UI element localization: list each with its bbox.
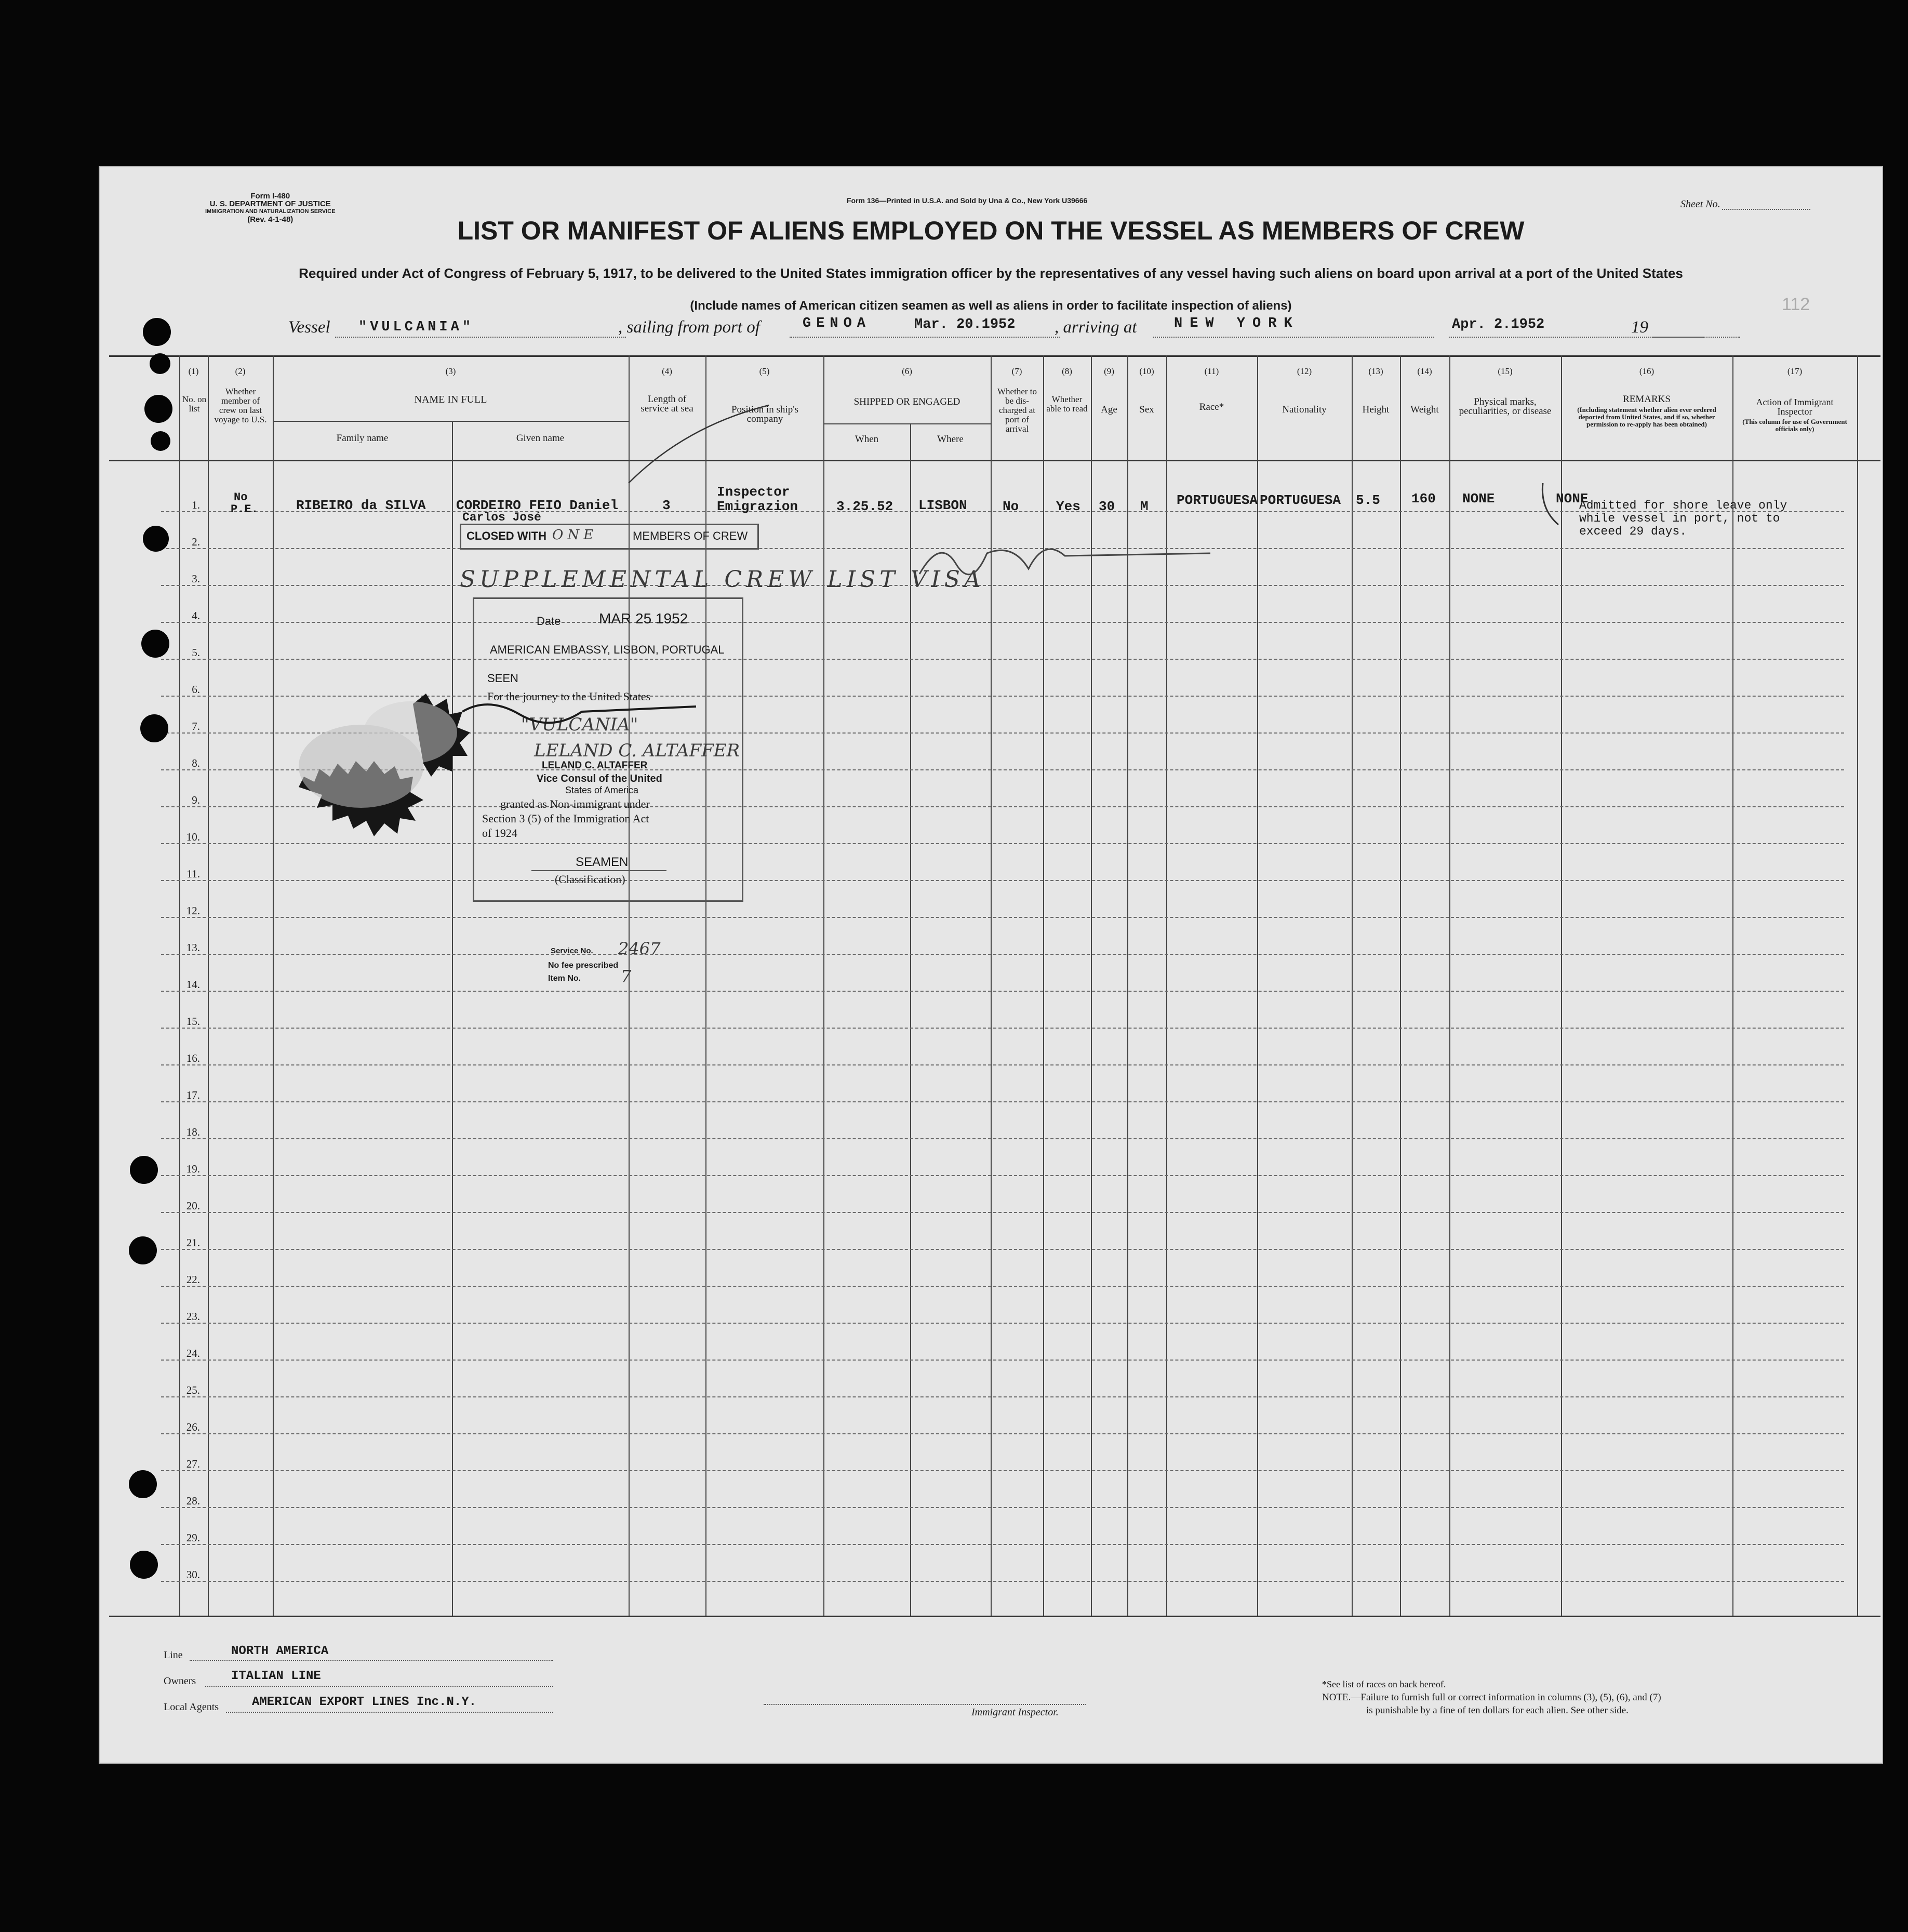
col10-label: Sex: [1139, 404, 1154, 415]
row-rule: [161, 1175, 1844, 1176]
entry-nationality: PORTUGUESA: [1260, 492, 1341, 508]
consul-name: LELAND C. ALTAFFER: [542, 760, 648, 771]
binder-hole: [130, 1551, 158, 1579]
service-no-label: Service No.: [551, 947, 593, 955]
row-number: 2.: [192, 536, 200, 548]
department: U. S. DEPARTMENT OF JUSTICE: [209, 199, 331, 208]
col6-when-label: When: [855, 434, 879, 445]
col6-where-label: Where: [937, 434, 964, 445]
fee-label: No fee prescribed: [548, 961, 619, 970]
inspector-label: Immigrant Inspector.: [971, 1707, 1059, 1718]
visa-date-label: Date: [537, 615, 561, 628]
sheet-no-label: Sheet No.: [1680, 198, 1720, 210]
binder-hole: [143, 318, 171, 346]
visa-section: Section 3 (5) of the Immigration Act: [482, 812, 649, 825]
visa-classification-label: (Classification): [555, 873, 625, 886]
row-rule: [161, 1507, 1844, 1508]
remarks-bracket-mark: [1538, 478, 1569, 540]
entry-last-voyage-note: P.E.: [231, 503, 258, 516]
col3-num: (3): [445, 366, 456, 376]
binder-hole: [140, 714, 168, 742]
col7-label: Whether to be dis-charged at port of arrival: [997, 387, 1037, 434]
row-number: 6.: [192, 683, 200, 696]
row-number: 23.: [186, 1310, 200, 1323]
line-value: NORTH AMERICA: [231, 1644, 329, 1658]
entry-where: LISBON: [918, 498, 967, 513]
entry-position: Inspector: [717, 484, 790, 500]
col8-num: (8): [1062, 366, 1072, 376]
col2-num: (2): [235, 366, 246, 376]
row-rule: [161, 1323, 1844, 1324]
page-mark: 112: [1782, 295, 1810, 314]
row-rule: [161, 1396, 1844, 1397]
row-number: 28.: [186, 1495, 200, 1507]
row-rule: [161, 1138, 1844, 1139]
fine-note-1: NOTE.—Failure to furnish full or correct information in columns (3), (5), (6), and (7): [1322, 1692, 1661, 1703]
row-number: 14.: [186, 978, 200, 991]
entry-remarks: NONE: [1556, 491, 1589, 507]
row-number: 30.: [186, 1568, 200, 1581]
entry-position-2: Emigrazion: [717, 499, 798, 514]
binder-hole: [129, 1236, 157, 1264]
row-number: 26.: [186, 1421, 200, 1433]
col3-label: NAME IN FULL: [414, 394, 487, 405]
col10-num: (10): [1139, 366, 1154, 376]
col3-family-label: Family name: [336, 433, 389, 444]
sail-date: Mar. 20.1952: [914, 317, 1016, 332]
agents-value: AMERICAN EXPORT LINES Inc.N.Y.: [252, 1695, 477, 1709]
row-rule: [161, 659, 1844, 660]
row-number: 22.: [186, 1273, 200, 1286]
row-number: 9.: [192, 794, 200, 806]
col5-label: Position in ship's company: [731, 404, 799, 424]
col1-num: (1): [188, 366, 199, 376]
row-rule: [161, 880, 1844, 881]
year-prefix: 19: [1631, 318, 1648, 337]
col15-label: Physical marks, peculiarities, or disease: [1459, 396, 1552, 417]
entry-family-name: RIBEIRO da SILVA: [296, 498, 426, 513]
col16-note: (Including statement whether alien ever ordered deported from United States, and if so, whether permission to re-apply has been obtained): [1577, 406, 1716, 428]
vessel-label: Vessel: [288, 318, 330, 337]
revision: (Rev. 4-1-48): [247, 215, 293, 224]
closed-with-stamp: [460, 524, 759, 550]
visa-stamp: [473, 597, 743, 902]
service-no: 2467: [618, 939, 661, 958]
row-rule: [161, 1433, 1844, 1434]
entry-marks: NONE: [1462, 491, 1495, 507]
arriving-label: , arriving at: [1055, 318, 1137, 337]
row-rule: [161, 1028, 1844, 1029]
printer-line: Form 136—Printed in U.S.A. and Sold by Una & Co., New York U39666: [847, 196, 1088, 205]
visa-date: MAR 25 1952: [599, 610, 688, 627]
row-number: 25.: [186, 1384, 200, 1396]
entry-discharged: No: [1003, 499, 1019, 514]
row-number: 11.: [186, 868, 200, 880]
row-number: 13.: [186, 941, 200, 954]
visa-granted: granted as Non-immigrant under: [500, 797, 650, 810]
col9-num: (9): [1104, 366, 1114, 376]
binder-hole: [144, 395, 172, 423]
row-number: 29.: [186, 1531, 200, 1544]
item-no-label: Item No.: [548, 974, 581, 983]
col1-label: No. on list: [182, 394, 207, 414]
row-number: 12.: [186, 904, 200, 917]
col14-label: Weight: [1410, 404, 1439, 415]
closed-prefix: CLOSED WITH: [466, 529, 546, 542]
pen-stroke: [623, 395, 779, 488]
closed-suffix: MEMBERS OF CREW: [633, 529, 748, 542]
remarks-stamp-1: Admitted for shore leave only: [1579, 499, 1787, 512]
row-number: 18.: [186, 1126, 200, 1138]
row-rule: [161, 1360, 1844, 1361]
col17-note: (This column for use of Government officials only): [1742, 418, 1847, 433]
entry-service: 3: [662, 498, 671, 513]
entry-given-name: CORDEIRO FEIO Daniel: [456, 498, 619, 513]
entry-weight: 160: [1411, 491, 1436, 507]
col11-label: Race*: [1199, 402, 1224, 412]
manifest-sheet: [99, 166, 1883, 1764]
supplemental-handwriting: SUPPLEMENTAL CREW LIST VISA: [460, 566, 985, 593]
fine-note-2: is punishable by a fine of ten dollars for each alien. See other side.: [1366, 1705, 1629, 1716]
owners-value: ITALIAN LINE: [231, 1669, 321, 1683]
row-number: 5.: [192, 646, 200, 659]
races-note: *See list of races on back hereof.: [1322, 1679, 1446, 1689]
binder-hole: [151, 431, 170, 451]
service-name: IMMIGRATION AND NATURALIZATION SERVICE: [205, 208, 336, 215]
col2-label: Whether member of crew on last voyage to U.S.: [214, 387, 267, 424]
col12-num: (12): [1297, 366, 1312, 376]
row-rule: [161, 1101, 1844, 1102]
form-number: Form I-480: [250, 192, 290, 201]
binder-hole: [130, 1156, 158, 1184]
col8-label: Whether able to read: [1046, 394, 1088, 414]
agents-label: Local Agents: [164, 1701, 219, 1713]
consul-title-2: States of America: [565, 785, 639, 795]
entry-when: 3.25.52: [836, 499, 893, 514]
binder-hole: [143, 526, 169, 552]
entry-given-name-2: Carlos José: [462, 511, 541, 524]
embassy-seal: [283, 688, 501, 844]
row-rule: [161, 1249, 1844, 1250]
row-rule: [161, 991, 1844, 992]
row-rule: [161, 917, 1844, 918]
col16-num: (16): [1639, 366, 1655, 376]
col11-num: (11): [1204, 366, 1219, 376]
remarks-stamp-2: while vessel in port, not to: [1579, 512, 1780, 525]
remarks-stamp-3: exceed 29 days.: [1579, 525, 1687, 538]
row-number: 10.: [186, 831, 200, 843]
arrival-port: NEW YORK: [1174, 316, 1300, 331]
entry-sex: M: [1140, 499, 1149, 514]
row-number: 7.: [192, 720, 200, 732]
col5-num: (5): [759, 366, 770, 376]
col17-label: Action of Immigrant Inspector: [1756, 397, 1834, 417]
row-number: 17.: [186, 1089, 200, 1101]
col13-label: Height: [1362, 404, 1390, 415]
row-number: 15.: [186, 1015, 200, 1028]
vessel-name: "VULCANIA": [358, 319, 474, 335]
inspector-scribble: [909, 532, 1221, 590]
row-rule: [161, 622, 1844, 623]
entry-age: 30: [1099, 499, 1115, 514]
row-rule: [161, 954, 1844, 955]
row-rule: [161, 1212, 1844, 1213]
row-number: 19.: [186, 1163, 200, 1175]
page-title: LIST OR MANIFEST OF ALIENS EMPLOYED ON THE VESSEL AS MEMBERS OF CREW: [457, 216, 1525, 245]
item-no: 7: [621, 966, 632, 986]
col7-num: (7): [1011, 366, 1022, 376]
col9-label: Age: [1101, 404, 1117, 415]
visa-act-year: of 1924: [482, 827, 517, 840]
entry-height: 5.5: [1356, 492, 1380, 508]
entry-last-voyage: No: [234, 491, 248, 504]
visa-seen: SEEN: [487, 672, 518, 685]
col13-num: (13): [1368, 366, 1383, 376]
col16-label: REMARKS: [1623, 394, 1671, 405]
row-rule: [161, 1544, 1844, 1545]
row-number: 21.: [186, 1236, 200, 1249]
row-number: 27.: [186, 1458, 200, 1470]
binder-hole: [150, 353, 170, 374]
col4-label: Length of service at sea: [641, 394, 693, 414]
row-rule: [161, 1064, 1844, 1065]
row-number: 16.: [186, 1052, 200, 1064]
line-label: Line: [164, 1649, 183, 1661]
subtitle-include: (Include names of American citizen seamen as well as aliens in order to facilitate inspection of aliens): [690, 299, 1292, 313]
consul-title: Vice Consul of the United: [537, 773, 662, 784]
col6-num: (6): [902, 366, 912, 376]
visa-vessel: "VULCANIA": [521, 714, 638, 735]
col6-label: SHIPPED OR ENGAGED: [853, 396, 960, 407]
row-number: 3.: [192, 572, 200, 585]
visa-classification: SEAMEN: [576, 855, 629, 869]
binder-hole: [129, 1470, 157, 1498]
row-number: 4.: [192, 609, 200, 622]
binder-hole: [141, 630, 169, 658]
sailing-label: , sailing from port of: [618, 318, 760, 337]
visa-embassy: AMERICAN EMBASSY, LISBON, PORTUGAL: [490, 643, 725, 656]
departure-port: GENOA: [803, 316, 871, 331]
row-number: 20.: [186, 1200, 200, 1212]
col14-num: (14): [1417, 366, 1432, 376]
col12-label: Nationality: [1282, 404, 1327, 415]
closed-count: ONE: [552, 527, 598, 543]
row-rule: [161, 1581, 1844, 1582]
entry-race: PORTUGUESA: [1177, 492, 1258, 508]
col15-num: (15): [1498, 366, 1513, 376]
row-rule: [161, 1286, 1844, 1287]
entry-read: Yes: [1056, 499, 1080, 514]
row-rule: [161, 1470, 1844, 1471]
owners-label: Owners: [164, 1675, 196, 1687]
subtitle-required: Required under Act of Congress of February 5, 1917, to be delivered to the United States immigration officer by the representatives of any vessel having such aliens on board upon arrival at a port of the United States: [299, 265, 1683, 281]
consul-signature: LELAND C. ALTAFFER: [534, 740, 740, 761]
col17-num: (17): [1787, 366, 1803, 376]
row-number: 1.: [192, 499, 200, 511]
col3-given-label: Given name: [516, 433, 565, 444]
col4-num: (4): [662, 366, 672, 376]
visa-journey: For the journey to the United States: [487, 690, 651, 703]
row-number: 24.: [186, 1347, 200, 1360]
arrival-date: Apr. 2.1952: [1452, 317, 1545, 332]
row-number: 8.: [192, 757, 200, 769]
